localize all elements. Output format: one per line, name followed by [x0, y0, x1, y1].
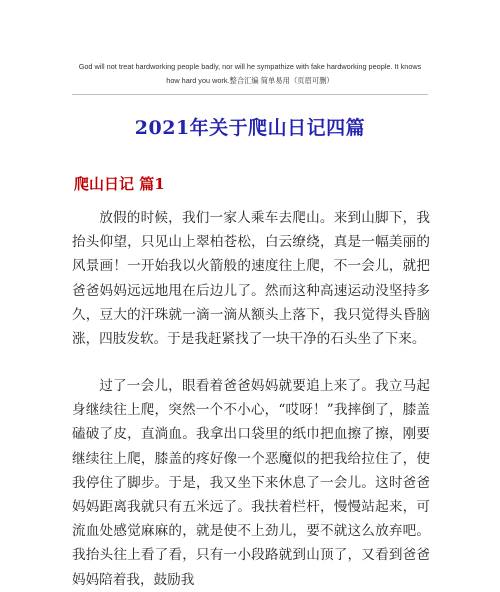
- paragraph-1: 放假的时候，我们一家人乘车去爬山。来到山脚下，我抬头仰望，只见山上翠柏苍松，白云缭绕，真是一幅美丽的风景画！一开始我以火箭般的速度往上爬，不一会儿，就把爸爸妈妈远远地甩在后边儿了。然而这种高速运动没坚持多久，豆大的汗珠就一滴一滴从额头上落下，我只觉得头昏脑涨，四肢发软。于是我赶紧找了一块干净的石头坐了下来。: [72, 210, 430, 348]
- document-title: 2021年关于爬山日记四篇: [134, 117, 366, 139]
- page-header-text: God will not treat hardworking people badly, nor will he sympathize with fake hardworking people. It knows how hard you work.整合汇编 简单易用（页眉可删）: [78, 62, 422, 85]
- section-heading: 爬山日记 篇1: [74, 175, 165, 193]
- header-divider: [72, 94, 428, 95]
- paragraph-2: 过了一会儿，眼看着爸爸妈妈就要追上来了。我立马起身继续往上爬，突然一个不小心，“哎呀！”我摔倒了，膝盖磕破了皮，直淌血。我拿出口袋里的纸巾把血擦了擦，刚要继续往上爬，膝盖的疼好像一个恶魔似的把我给拉住了，使我停住了脚步。于是，我又坐下来休息了一会儿。这时爸爸妈妈距离我就只有五米远了。我扶着栏杆，慢慢站起来，可流血处感觉麻麻的，就是使不上劲儿，要不就这么放弃吧。我抬头往上看了看，只有一小段路就到山顶了，又看到爸爸妈妈陪着我，鼓励我: [72, 378, 430, 588]
